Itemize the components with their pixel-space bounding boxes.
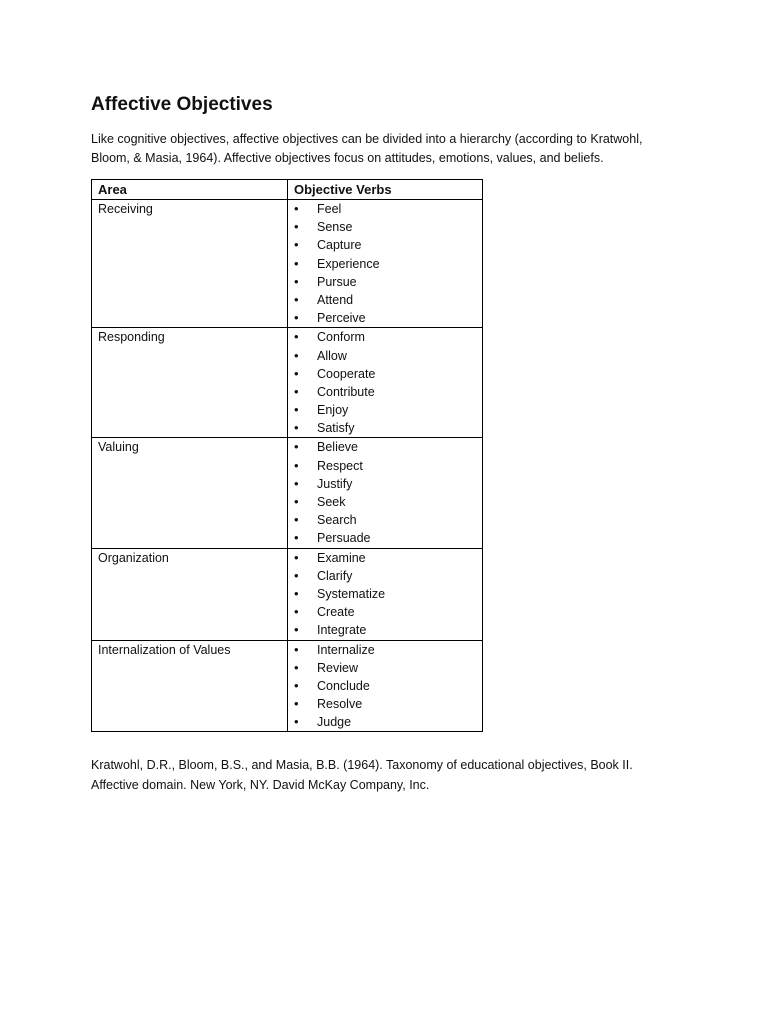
verb-list-item: • Seek xyxy=(294,493,476,511)
verb-list-item: • Systematize xyxy=(294,585,476,603)
table-header-row xyxy=(92,180,483,200)
verb-list-item: • Sense xyxy=(294,218,476,236)
table-row xyxy=(92,548,483,640)
reference-citation xyxy=(91,755,691,795)
verb-list-item: • Attend xyxy=(294,291,476,309)
verb-list xyxy=(294,549,476,640)
verb-list-item: • Review xyxy=(294,659,476,677)
verb-list-item: • Feel xyxy=(294,200,476,218)
reference-line: Kratwohl, D.R., Bloom, B.S., and Masia, B.B. (1964). Taxonomy of educational objectives, Book II. xyxy=(91,758,633,772)
intro-line: Like cognitive objectives, affective objectives can be divided into a hierarchy (according to Kratwohl, xyxy=(91,132,643,146)
page-title: Affective Objectives xyxy=(91,94,273,115)
area-cell: Responding xyxy=(92,328,288,438)
objectives-table xyxy=(91,179,483,732)
area-cell: Internalization of Values xyxy=(92,640,288,732)
verb-list-item: • Conclude xyxy=(294,677,476,695)
verb-list-item: • Experience xyxy=(294,255,476,273)
table-row xyxy=(92,328,483,438)
intro-line: Bloom, & Masia, 1964). Affective objectives focus on attitudes, emotions, values, and beliefs. xyxy=(91,151,604,165)
area-cell: Valuing xyxy=(92,438,288,548)
verbs-cell xyxy=(288,200,483,328)
verbs-cell xyxy=(288,548,483,640)
verbs-cell xyxy=(288,328,483,438)
verbs-cell xyxy=(288,438,483,548)
verb-list-item: • Capture xyxy=(294,236,476,254)
verb-list xyxy=(294,438,476,547)
verb-list-item: • Pursue xyxy=(294,273,476,291)
verb-list-item: • Cooperate xyxy=(294,365,476,383)
verb-list-item: • Justify xyxy=(294,475,476,493)
verb-list-item: • Judge xyxy=(294,713,476,731)
area-cell: Receiving xyxy=(92,200,288,328)
verb-list-item: • Respect xyxy=(294,457,476,475)
table-row xyxy=(92,438,483,548)
verb-list-item: • Believe xyxy=(294,438,476,456)
verb-list-item: • Clarify xyxy=(294,567,476,585)
reference-line: Affective domain. New York, NY. David McKay Company, Inc. xyxy=(91,778,430,792)
verb-list-item: • Internalize xyxy=(294,641,476,659)
verb-list-item: • Satisfy xyxy=(294,419,476,437)
verb-list-item: • Persuade xyxy=(294,529,476,547)
verb-list-item: • Perceive xyxy=(294,309,476,327)
verbs-cell xyxy=(288,640,483,732)
verb-list-item: • Search xyxy=(294,511,476,529)
table-row xyxy=(92,640,483,732)
table-row xyxy=(92,200,483,328)
table-body xyxy=(92,200,483,732)
verb-list-item: • Create xyxy=(294,603,476,621)
verb-list xyxy=(294,200,476,327)
area-cell: Organization xyxy=(92,548,288,640)
verb-list-item: • Conform xyxy=(294,328,476,346)
verb-list-item: • Allow xyxy=(294,347,476,365)
verb-list xyxy=(294,328,476,437)
verb-list-item: • Contribute xyxy=(294,383,476,401)
verbs-column-header: Objective Verbs xyxy=(288,180,483,200)
verb-list-item: • Resolve xyxy=(294,695,476,713)
verb-list-item: • Enjoy xyxy=(294,401,476,419)
verb-list-item: • Examine xyxy=(294,549,476,567)
area-column-header: Area xyxy=(92,180,288,200)
intro-paragraph xyxy=(91,130,691,168)
verb-list-item: • Integrate xyxy=(294,621,476,639)
verb-list xyxy=(294,641,476,732)
